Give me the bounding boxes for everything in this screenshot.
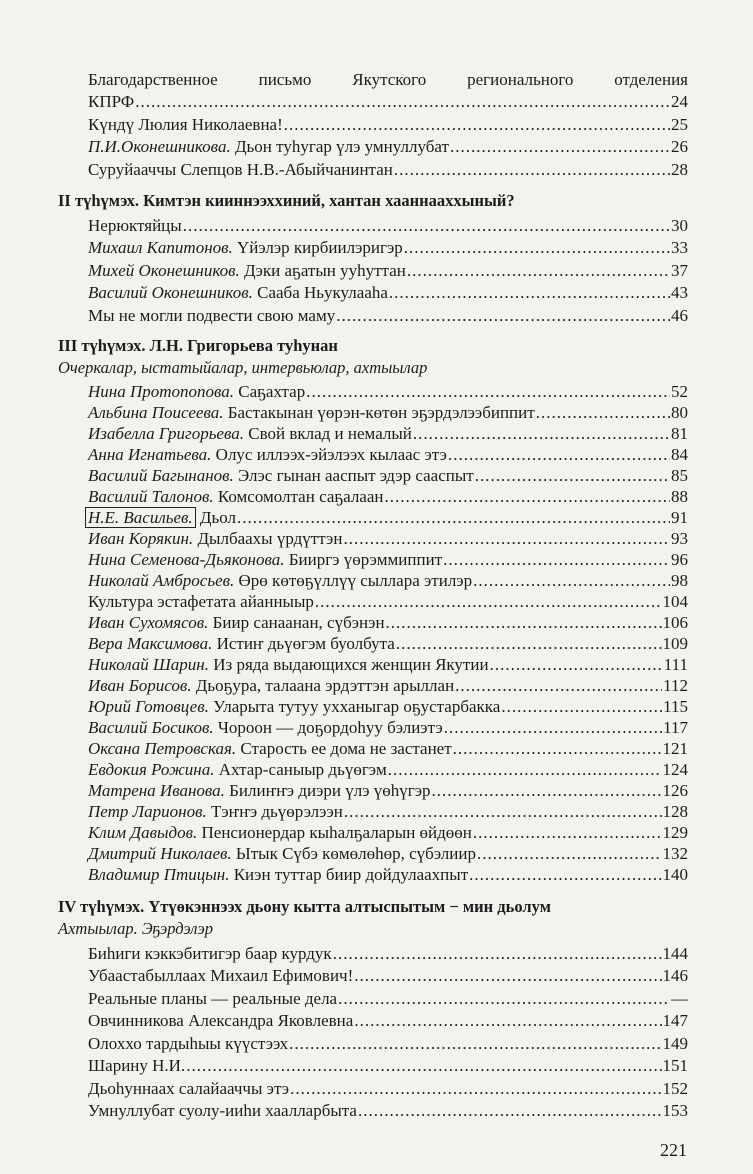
dot-leader (183, 215, 670, 237)
table-of-contents (58, 69, 688, 1122)
entry-author: Василий Босиков. (88, 718, 214, 738)
entry-title: Ахтар-саныыр дьүөгэм (214, 760, 387, 780)
toc-entry[interactable] (88, 507, 688, 528)
entry-text (88, 260, 406, 282)
entry-author: Альбина Поисеева. (88, 403, 224, 423)
dot-leader (536, 402, 670, 423)
dot-leader (389, 282, 670, 304)
entry-text (88, 1078, 289, 1100)
entry-text (88, 675, 454, 696)
toc-entry[interactable] (88, 988, 688, 1010)
entry-text (88, 1010, 353, 1032)
dot-leader (237, 507, 670, 528)
toc-entry[interactable] (88, 780, 688, 801)
entry-title: Саҕахтар (234, 382, 306, 402)
entry-author: Иван Корякин. (88, 529, 194, 549)
entry-page-number: 146 (662, 966, 688, 986)
entry-text (88, 759, 387, 780)
toc-entry[interactable] (88, 759, 688, 780)
dot-leader (455, 675, 662, 696)
toc-entry[interactable] (88, 738, 688, 759)
entry-title: Старость ее дома не застанет (236, 739, 452, 759)
dot-leader (444, 717, 662, 738)
entry-author: Нина Семенова-Дьяконова. (88, 550, 285, 570)
dot-leader (344, 801, 662, 822)
toc-entry[interactable] (88, 675, 688, 696)
entry-text (88, 633, 395, 654)
entry-text (88, 465, 474, 486)
entry-title: Бииргэ үөрэммиппит (284, 550, 443, 570)
dot-leader (475, 465, 670, 486)
entry-author: Петр Ларионов. (88, 802, 207, 822)
entry-title: Реальные планы — реальные дела (88, 988, 338, 1008)
dot-leader (394, 159, 670, 181)
entries (88, 381, 688, 885)
entry-page-number: 147 (662, 1011, 688, 1031)
entry-page-number: 112 (663, 676, 688, 696)
entry-title: Биир санаанан, сүбэнэн (208, 613, 385, 633)
dot-leader (290, 1078, 661, 1100)
entry-page-number: — (671, 988, 688, 1008)
dot-leader (501, 696, 662, 717)
entry-page-number: 151 (662, 1056, 688, 1076)
entry-page-number: 52 (671, 382, 688, 402)
entry-text (88, 696, 500, 717)
entry-author: Михаил Капитонов. (88, 238, 233, 258)
dot-leader (388, 759, 662, 780)
toc-entry[interactable] (88, 260, 688, 282)
entry-text (88, 965, 353, 987)
entry-text (88, 136, 449, 158)
entry-text (88, 612, 385, 633)
toc-entry[interactable] (88, 1078, 688, 1100)
section-subtitle: Очеркалар, ыстатыйалар, интервьюлар, ахтыылар (58, 358, 428, 378)
toc-entry[interactable] (88, 444, 688, 465)
entry-title: Шарину Н.И. (88, 1056, 186, 1076)
entry-author: Н.Е. Васильев. (85, 507, 196, 528)
entry-author: Иван Сухомясов. (88, 613, 209, 633)
dot-leader (338, 988, 670, 1010)
entry-page-number: 140 (662, 865, 688, 885)
toc-entry[interactable] (88, 612, 688, 633)
entry-page-number: 81 (671, 424, 688, 444)
entry-page-number: 80 (671, 403, 688, 423)
toc-entry[interactable] (88, 486, 688, 507)
dot-leader (407, 260, 670, 282)
dot-leader (490, 654, 663, 675)
entry-title-line: Благодарственное письмо Якутского регионального отделения (88, 70, 688, 89)
entry-title: Киэн туттар биир дойдулаахпыт (229, 865, 469, 885)
entry-text (88, 237, 403, 259)
toc-entry[interactable] (88, 1055, 688, 1077)
dot-leader (450, 136, 670, 158)
dot-leader (469, 864, 661, 885)
entry-title: Умнуллубат суолу-ииһи хаалларбыта (88, 1100, 357, 1120)
entry-text (88, 780, 431, 801)
section-heading: IV түһүмэх. Үтүөкэннээх дьону кытта алтыспытым − мин дьолум (58, 897, 551, 917)
entry-text (88, 528, 342, 549)
entry-title: Нерюктяйцы (88, 216, 182, 236)
dot-leader (396, 633, 662, 654)
entry-author: Василий Багынанов. (88, 466, 234, 486)
toc-entry[interactable] (88, 1010, 688, 1032)
toc-entry[interactable] (88, 943, 688, 965)
dot-leader (386, 612, 662, 633)
toc-entry[interactable] (88, 822, 688, 843)
dot-leader (473, 570, 670, 591)
entry-title: Өрө көтөҕүллүү сыллара этилэр (234, 571, 473, 591)
entry-author: Николай Амбросьев. (88, 571, 235, 591)
entry-page-number: 132 (662, 844, 688, 864)
toc-entry[interactable] (88, 965, 688, 987)
entry-text (88, 444, 447, 465)
entry-page-number: 24 (671, 92, 688, 112)
entry-text (88, 114, 283, 136)
entry-page-number: 126 (662, 781, 688, 801)
entry-page-number: 117 (663, 718, 688, 738)
entry-text (88, 305, 335, 327)
entry-text (88, 381, 305, 402)
entry-page-number: 144 (662, 944, 688, 964)
toc-entry[interactable] (88, 465, 688, 486)
toc-entry[interactable] (88, 305, 688, 327)
section-2 (58, 190, 688, 327)
toc-entry[interactable] (88, 91, 688, 113)
entry-page-number: 85 (671, 466, 688, 486)
entry-page-number: 25 (671, 114, 688, 134)
entry-author: Василий Оконешников. (88, 283, 253, 303)
entry-author: Николай Шарин. (88, 655, 209, 675)
entry-list (88, 943, 688, 1122)
entry-title: Уларыта тутуу ухханыгар оҕустарбакка (208, 697, 501, 717)
entry-text (88, 1033, 288, 1055)
dot-leader (443, 549, 670, 570)
dot-leader (448, 444, 670, 465)
entry-title: Свой вклад и немалый (244, 424, 412, 444)
entry-title: Пенсионердар кыһалҕаларын өйдөөн (197, 823, 472, 843)
entry-title: Дылбаахы үрдүттэн (193, 529, 343, 549)
toc-entry[interactable] (88, 136, 688, 158)
entry-text (88, 943, 332, 965)
entry-title: Олоххо тардыһыы күүстээх (88, 1033, 289, 1053)
entry-text (88, 215, 182, 237)
entry-page-number: 96 (671, 550, 688, 570)
entry-text (88, 549, 442, 570)
entry-title: Из ряда выдающихся женщин Якутии (208, 655, 489, 675)
dot-leader (333, 943, 662, 965)
entry-title: Дьол (195, 508, 237, 528)
entry-text (88, 864, 468, 885)
entry-text (88, 1100, 357, 1122)
entry-text (88, 282, 388, 304)
toc-entry[interactable] (88, 402, 688, 423)
dot-leader (477, 843, 662, 864)
entry-page-number: 93 (671, 529, 688, 549)
entry-text (88, 988, 337, 1010)
dot-leader (343, 528, 670, 549)
entry-title: Комсомолтан саҕалаан (213, 487, 384, 507)
toc-entry[interactable] (88, 591, 688, 612)
dot-leader (315, 591, 662, 612)
toc-entry[interactable] (88, 801, 688, 822)
entry-title: Суруйааччы Слепцов Н.В.-Абыйчанинтан (88, 159, 393, 179)
dot-leader (284, 114, 670, 136)
section-subtitle: Ахтыылар. Эҕэрдэлэр (58, 919, 213, 939)
entry-title: Үйэлэр кирбиилэригэр (232, 238, 403, 258)
entry-text (88, 801, 343, 822)
entry-title: Убаастабыллаах Михаил Ефимович! (88, 966, 354, 986)
entry-text (88, 591, 314, 612)
entry-page-number: 121 (662, 739, 688, 759)
entry-page-number: 98 (671, 571, 688, 591)
entry-list (88, 91, 688, 181)
toc-entry[interactable] (88, 549, 688, 570)
entry-author: Клим Давыдов. (88, 823, 198, 843)
toc-entry[interactable] (88, 654, 688, 675)
entry-page-number: 88 (671, 487, 688, 507)
entry-title: Чороон — доҕордоһуу бэлиэтэ (213, 718, 443, 738)
toc-entry[interactable] (88, 282, 688, 304)
entry-page-number: 149 (662, 1033, 688, 1053)
entry-title: Биһиги кэккэбитигэр баар курдук (88, 944, 332, 964)
dot-leader (404, 237, 670, 259)
entry-text (88, 1055, 185, 1077)
dot-leader (358, 1100, 662, 1122)
entry-page-number: 91 (671, 508, 688, 528)
entry-page-number: 129 (662, 823, 688, 843)
toc-entry[interactable] (88, 237, 688, 259)
entries (88, 69, 688, 181)
entry-page-number: 153 (662, 1100, 688, 1120)
entry-author: Анна Игнатьева. (88, 445, 212, 465)
toc-entry[interactable] (88, 864, 688, 885)
entry-title: Дьон туһугар үлэ умнуллубат (230, 137, 449, 157)
entry-text (88, 159, 393, 181)
entry-title: Ытык Сүбэ көмөлөһөр, сүбэлиир (231, 844, 476, 864)
entry-title: КПРФ (88, 92, 135, 112)
entry-page-number: 104 (662, 592, 688, 612)
dot-leader (354, 965, 661, 987)
entry-text (88, 738, 452, 759)
toc-entry[interactable] (88, 215, 688, 237)
entry-page-number: 30 (671, 216, 688, 236)
entry-text (88, 507, 236, 528)
toc-entry[interactable] (88, 1033, 688, 1055)
entry-page-number: 84 (671, 445, 688, 465)
entry-title: Олус иллээх-эйэлээх кылаас этэ (211, 445, 447, 465)
entry-page-number: 46 (671, 305, 688, 325)
entry-text (88, 654, 489, 675)
section-heading: II түһүмэх. Кимтэн кииннээххиний, хантан хааннааххыный? (58, 191, 515, 211)
entry-title: Дьоһуннаах салайааччы этэ (88, 1078, 290, 1098)
entry-title: Сааба Ньукулааһа (252, 283, 388, 303)
entry-author: Василий Талонов. (88, 487, 214, 507)
entry-page-number: 109 (662, 634, 688, 654)
toc-entry[interactable] (88, 423, 688, 444)
dot-leader (289, 1033, 661, 1055)
entry-text (88, 570, 472, 591)
dot-leader (186, 1055, 661, 1077)
entry-page-number: 37 (671, 260, 688, 280)
entry-text (88, 486, 384, 507)
entry-title: Тэҥҥэ дьүөрэлээн (206, 802, 343, 822)
entry-author: Иван Борисов. (88, 676, 192, 696)
toc-entry[interactable] (88, 570, 688, 591)
section-3 (58, 335, 688, 885)
entry-page-number: 128 (662, 802, 688, 822)
entry-title: Элэс гынан ааспыт эдэр сааспыт (233, 466, 474, 486)
entry-title: Дэки аҕатын ууһуттан (239, 260, 406, 280)
toc-entry[interactable] (88, 159, 688, 181)
entry-text (88, 843, 476, 864)
entry-page-number: 33 (671, 238, 688, 258)
dot-leader (306, 381, 670, 402)
entry-title: Дьоҕура, талаана эрдэттэн арыллан (191, 676, 455, 696)
dot-leader (473, 822, 662, 843)
entry-title: Мы не могли подвести свою маму (88, 305, 336, 325)
section-intro (58, 69, 688, 181)
dot-leader (135, 91, 670, 113)
toc-entry[interactable] (88, 381, 688, 402)
entry-text (88, 91, 134, 113)
toc-entry[interactable] (88, 1100, 688, 1122)
entry-page-number: 111 (663, 655, 688, 675)
entry-author: Юрий Готовцев. (88, 697, 209, 717)
dot-leader (336, 305, 670, 327)
dot-leader (354, 1010, 661, 1032)
toc-entry[interactable] (88, 717, 688, 738)
section-4 (58, 896, 688, 1122)
entry-page-number: 28 (671, 159, 688, 179)
entry-text (88, 423, 412, 444)
entry-title: Культура эстафетата айанныыр (88, 592, 314, 612)
toc-entry[interactable] (88, 843, 688, 864)
dot-leader (453, 738, 662, 759)
entry-page-number: 106 (662, 613, 688, 633)
entry-author: Нина Протопопова. (88, 382, 235, 402)
toc-entry[interactable] (88, 633, 688, 654)
entry-title: Билиҥҥэ диэри үлэ үөһүгэр (224, 781, 431, 801)
entry-author: Михей Оконешников. (88, 260, 240, 280)
entry-author: Вера Максимова. (88, 634, 213, 654)
entry-author: Изабелла Григорьева. (88, 424, 244, 444)
entry-page-number: 43 (671, 283, 688, 303)
toc-entry[interactable] (88, 696, 688, 717)
entry-author: Евдокия Рожина. (88, 760, 215, 780)
dot-leader (432, 780, 662, 801)
entry-page-number: 115 (663, 697, 688, 717)
toc-entry[interactable] (88, 114, 688, 136)
entry-title: Овчинникова Александра Яковлевна (88, 1011, 354, 1031)
entry-author: П.И.Оконешникова. (88, 137, 231, 157)
entry-author: Дмитрий Николаев. (88, 844, 232, 864)
entry-text (88, 822, 472, 843)
entry-author: Владимир Птицын. (88, 865, 230, 885)
entry-title: Бастакынан үөрэн-көтөн эҕэрдэлээбиппит (223, 403, 535, 423)
entries (88, 943, 688, 1122)
entry-author: Матрена Иванова. (88, 781, 225, 801)
entry-list (88, 215, 688, 327)
entry-author: Оксана Петровская. (88, 739, 237, 759)
entry-text (88, 402, 535, 423)
entry-page-number: 124 (662, 760, 688, 780)
entry-list (88, 381, 688, 885)
entry-title: Истиҥ дьүөгэм буолбута (212, 634, 395, 654)
entry-text (88, 717, 443, 738)
dot-leader (385, 486, 671, 507)
entry-page-number: 152 (662, 1078, 688, 1098)
entry-title: Күндү Люлия Николаевна! (88, 114, 283, 134)
entry-page-number: 26 (671, 137, 688, 157)
section-heading: III түһүмэх. Л.Н. Григорьева туһунан (58, 336, 338, 356)
dot-leader (413, 423, 670, 444)
entries (88, 215, 688, 327)
toc-entry[interactable] (88, 528, 688, 549)
page-number: 221 (660, 1140, 687, 1160)
